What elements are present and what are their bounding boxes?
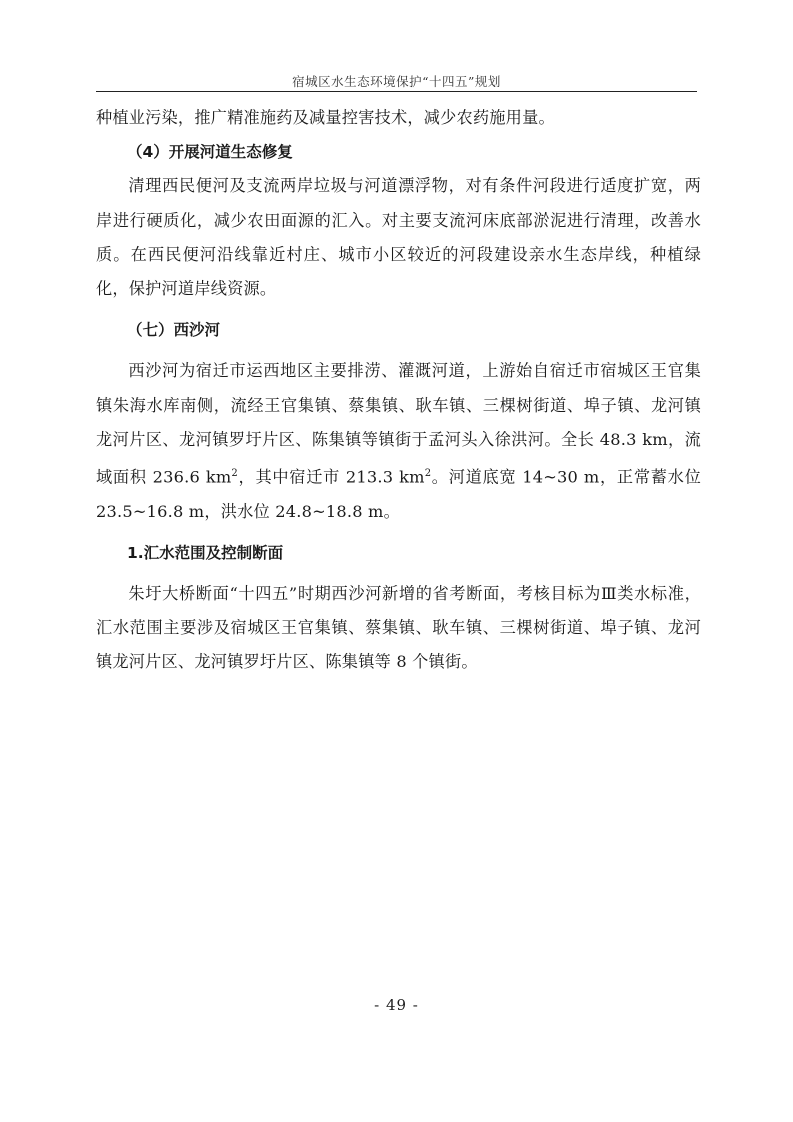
subheading-river-restoration: （4）开展河道生态修复 xyxy=(127,143,293,162)
section-heading-xishahe: （七）西沙河 xyxy=(127,321,221,340)
paragraph-river-restoration: 清理西民便河及支流两岸垃圾与河道漂浮物，对有条件河段进行适度扩宽，两岸进行硬质化，减少农田面源的汇入。对主要支流河床底部淤泥进行清理，改善水质。在西民便河沿线靠近村庄、城市小区较近的河段建设亲水生态岸线，种植绿化，保护河道岸线资源。 xyxy=(96,176,701,299)
intro-text-part1: 西沙河为宿迁市运西地区主要排涝、灌溉河道，上游始自宿迁市宿城区王官集镇朱海水库南侧，流经王官集镇、蔡集镇、耿车镇、三棵树街道、埠子镇、龙河镇龙河片区、龙河镇罗圩片区、陈集镇等镇街于孟河头入徐洪河。全长 48.3 km，流域面积 236.6 km xyxy=(96,361,701,487)
superscript-2a: 2 xyxy=(231,468,238,480)
intro-text-part3: 。河道底宽 14~30 m，正常蓄水位 23.5~16.8 m，洪水位 24.8~18.8 m。 xyxy=(96,467,701,521)
paragraph-xishahe-intro xyxy=(96,354,701,528)
superscript-2b: 2 xyxy=(424,468,432,480)
paragraph-catchment: 朱圩大桥断面“十四五”时期西沙河新增的省考断面，考核目标为Ⅲ类水标准，汇水范围主要涉及宿城区王官集镇、蔡集镇、耿车镇、三棵树街道、埠子镇、龙河镇龙河片区、龙河镇罗圩片区、陈集镇等 8 个镇街。 xyxy=(96,584,701,672)
intro-text-part2: ，其中宿迁市 213.3 km xyxy=(237,467,425,487)
page-body xyxy=(96,101,701,680)
paragraph-continuation: 种植业污染，推广精准施药及减量控害技术，减少农药施用量。 xyxy=(96,108,555,127)
subheading-catchment: 1.汇水范围及控制断面 xyxy=(127,543,284,562)
running-header: 宿城区水生态环境保护“十四五”规划 xyxy=(292,74,501,89)
header-divider xyxy=(96,91,697,92)
page-number: - 49 - xyxy=(374,996,419,1014)
